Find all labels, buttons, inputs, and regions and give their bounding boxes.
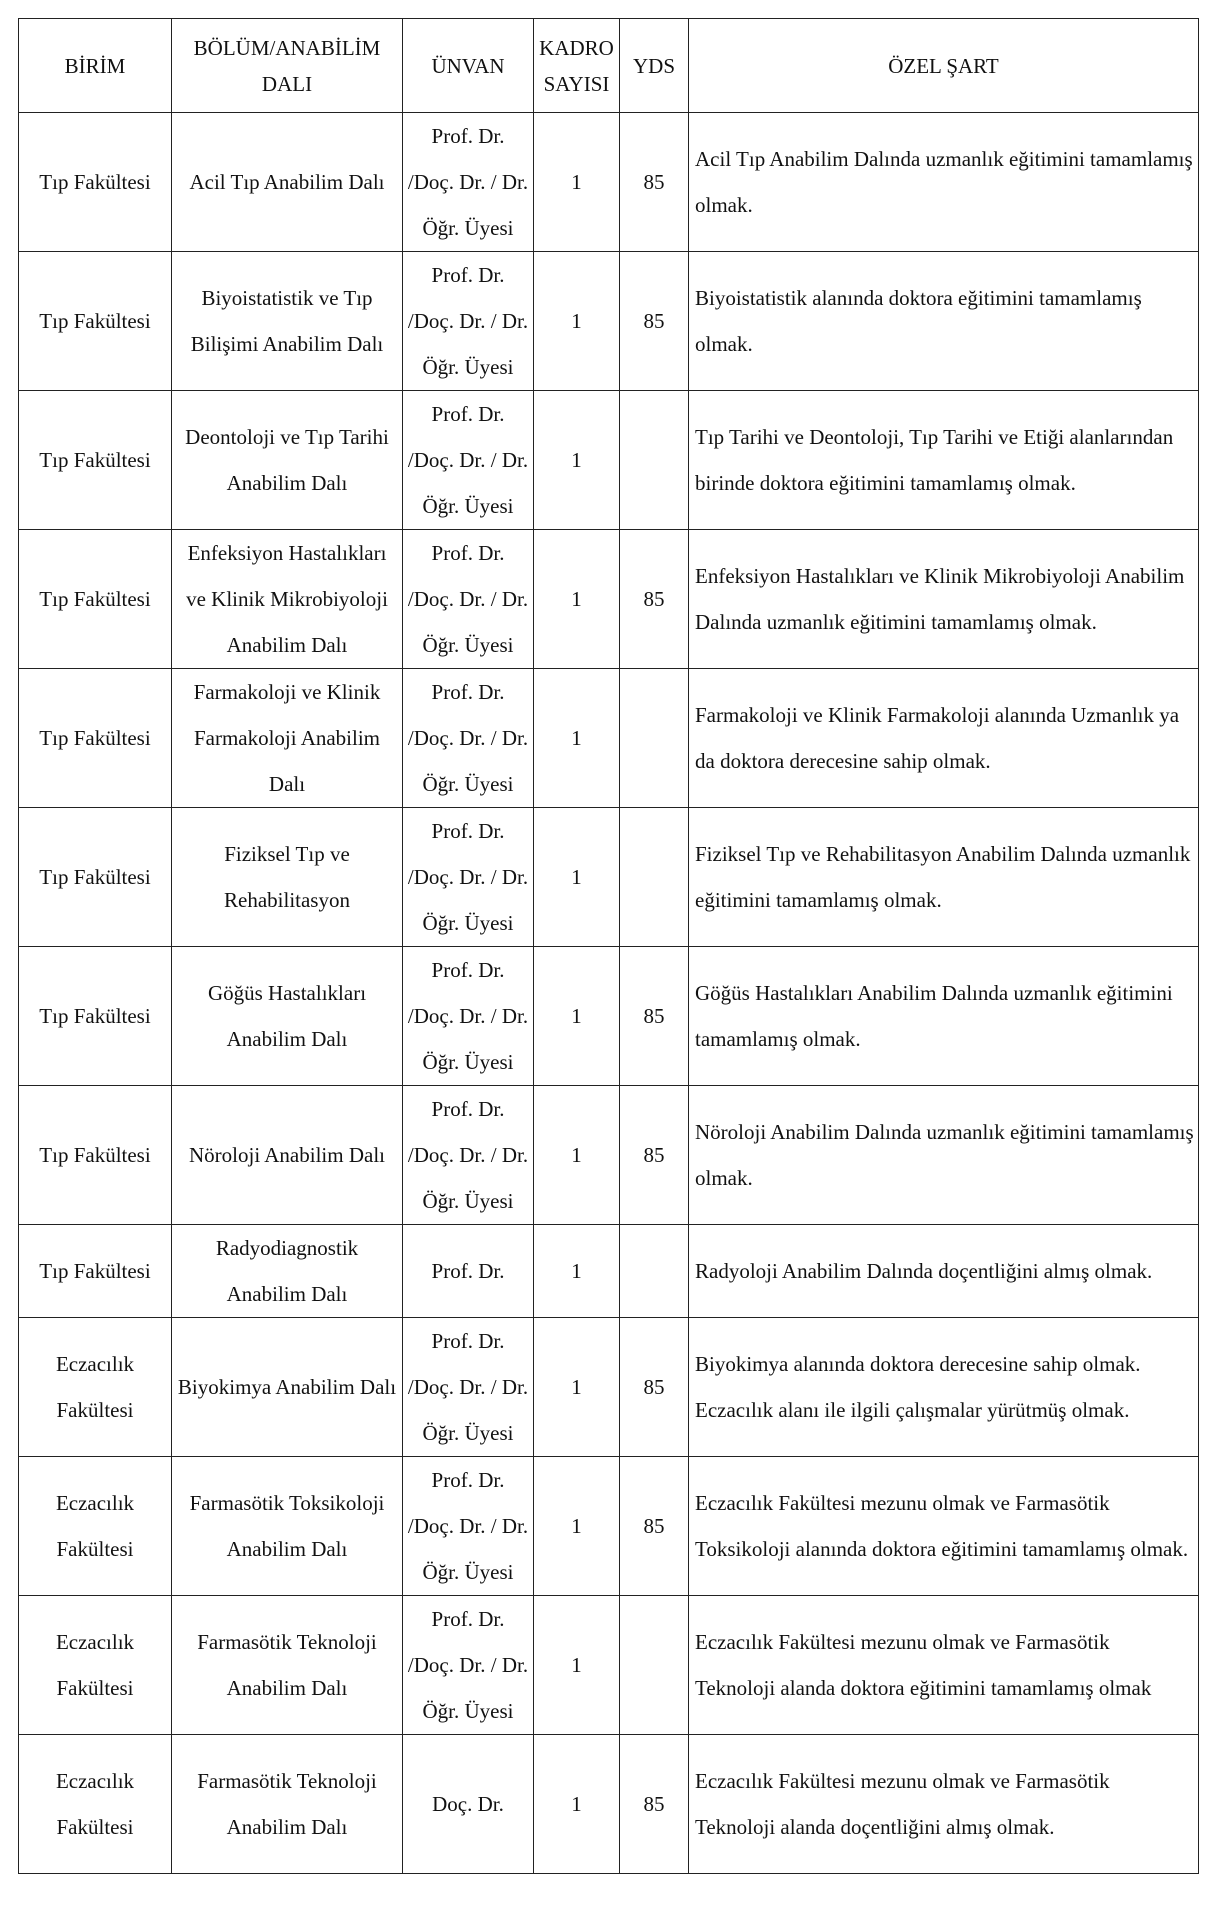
header-birim: BİRİM: [19, 19, 172, 113]
table-row: [19, 113, 1199, 252]
cell-kadro-sayisi: 1: [534, 947, 620, 1086]
cell-unvan: Prof. Dr. /Doç. Dr. / Dr. Öğr. Üyesi: [403, 1318, 534, 1457]
table-row: [19, 808, 1199, 947]
table-row: [19, 530, 1199, 669]
cell-ozel-sart: Biyokimya alanında doktora derecesine sahip olmak. Eczacılık alanı ile ilgili çalışmalar yürütmüş olmak.: [689, 1318, 1199, 1457]
cell-ozel-sart: Eczacılık Fakültesi mezunu olmak ve Farmasötik Teknoloji alanda doçentliğini almış olmak.: [689, 1735, 1199, 1874]
cell-kadro-sayisi: 1: [534, 1225, 620, 1318]
cell-unvan: Prof. Dr. /Doç. Dr. / Dr. Öğr. Üyesi: [403, 530, 534, 669]
cell-kadro-sayisi: 1: [534, 1457, 620, 1596]
cell-kadro-sayisi: 1: [534, 1735, 620, 1874]
cell-kadro-sayisi: 1: [534, 1086, 620, 1225]
table-row: [19, 1318, 1199, 1457]
cell-bolum: Acil Tıp Anabilim Dalı: [172, 113, 403, 252]
cell-ozel-sart: Biyoistatistik alanında doktora eğitimini tamamlamış olmak.: [689, 252, 1199, 391]
cell-ozel-sart: Acil Tıp Anabilim Dalında uzmanlık eğitimini tamamlamış olmak.: [689, 113, 1199, 252]
document-page: [18, 18, 1198, 1874]
header-kadro-sayisi: [534, 19, 620, 113]
table-row: [19, 1225, 1199, 1318]
cell-yds: [620, 669, 689, 808]
cell-kadro-sayisi: 1: [534, 1596, 620, 1735]
header-unvan: ÜNVAN: [403, 19, 534, 113]
cell-yds: [620, 1225, 689, 1318]
cell-birim: Tıp Fakültesi: [19, 252, 172, 391]
cell-birim: Eczacılık Fakültesi: [19, 1596, 172, 1735]
cell-unvan: Prof. Dr. /Doç. Dr. / Dr. Öğr. Üyesi: [403, 808, 534, 947]
cell-ozel-sart: Nöroloji Anabilim Dalında uzmanlık eğitimini tamamlamış olmak.: [689, 1086, 1199, 1225]
cell-yds: 85: [620, 1318, 689, 1457]
header-kadro-line-2: SAYISI: [543, 71, 610, 96]
cell-ozel-sart: Eczacılık Fakültesi mezunu olmak ve Farmasötik Teknoloji alanda doktora eğitimini tamamlamış olmak: [689, 1596, 1199, 1735]
cell-bolum: Enfeksiyon Hastalıkları ve Klinik Mikrobiyoloji Anabilim Dalı: [172, 530, 403, 669]
cell-unvan: Prof. Dr. /Doç. Dr. / Dr. Öğr. Üyesi: [403, 947, 534, 1086]
cell-bolum: Farmasötik Teknoloji Anabilim Dalı: [172, 1596, 403, 1735]
cell-bolum: Farmakoloji ve Klinik Farmakoloji Anabilim Dalı: [172, 669, 403, 808]
cell-birim: Tıp Fakültesi: [19, 113, 172, 252]
cell-bolum: Deontoloji ve Tıp Tarihi Anabilim Dalı: [172, 391, 403, 530]
cell-bolum: Nöroloji Anabilim Dalı: [172, 1086, 403, 1225]
header-yds: YDS: [620, 19, 689, 113]
cell-ozel-sart: Farmakoloji ve Klinik Farmakoloji alanında Uzmanlık ya da doktora derecesine sahip olmak.: [689, 669, 1199, 808]
cell-birim: Tıp Fakültesi: [19, 1086, 172, 1225]
cell-unvan: Prof. Dr. /Doç. Dr. / Dr. Öğr. Üyesi: [403, 1457, 534, 1596]
cell-kadro-sayisi: 1: [534, 113, 620, 252]
cell-birim: Tıp Fakültesi: [19, 947, 172, 1086]
cell-birim: Tıp Fakültesi: [19, 669, 172, 808]
table-body: [19, 113, 1199, 1874]
cell-unvan: Prof. Dr. /Doç. Dr. / Dr. Öğr. Üyesi: [403, 391, 534, 530]
cell-unvan: Prof. Dr. /Doç. Dr. / Dr. Öğr. Üyesi: [403, 1596, 534, 1735]
cell-birim: Tıp Fakültesi: [19, 391, 172, 530]
cell-bolum: Farmasötik Toksikoloji Anabilim Dalı: [172, 1457, 403, 1596]
cell-unvan: Prof. Dr. /Doç. Dr. / Dr. Öğr. Üyesi: [403, 113, 534, 252]
cell-unvan: Prof. Dr.: [403, 1225, 534, 1318]
cell-kadro-sayisi: 1: [534, 530, 620, 669]
cell-bolum: Göğüs Hastalıkları Anabilim Dalı: [172, 947, 403, 1086]
cell-ozel-sart: Enfeksiyon Hastalıkları ve Klinik Mikrobiyoloji Anabilim Dalında uzmanlık eğitimini tamamlamış olmak.: [689, 530, 1199, 669]
cell-unvan: Prof. Dr. /Doç. Dr. / Dr. Öğr. Üyesi: [403, 1086, 534, 1225]
cell-bolum: Biyokimya Anabilim Dalı: [172, 1318, 403, 1457]
cell-yds: 85: [620, 947, 689, 1086]
cell-kadro-sayisi: 1: [534, 808, 620, 947]
cell-bolum: Fiziksel Tıp ve Rehabilitasyon: [172, 808, 403, 947]
cell-birim: Tıp Fakültesi: [19, 530, 172, 669]
table-row: [19, 1735, 1199, 1874]
cell-bolum: Farmasötik Teknoloji Anabilim Dalı: [172, 1735, 403, 1874]
cell-kadro-sayisi: 1: [534, 252, 620, 391]
table-row: [19, 1596, 1199, 1735]
cell-birim: Tıp Fakültesi: [19, 808, 172, 947]
cell-ozel-sart: Eczacılık Fakültesi mezunu olmak ve Farmasötik Toksikoloji alanında doktora eğitimini tamamlamış olmak.: [689, 1457, 1199, 1596]
table-row: [19, 391, 1199, 530]
cell-kadro-sayisi: 1: [534, 669, 620, 808]
cell-birim: Eczacılık Fakültesi: [19, 1457, 172, 1596]
cell-bolum: Biyoistatistik ve Tıp Bilişimi Anabilim Dalı: [172, 252, 403, 391]
table-row: [19, 1457, 1199, 1596]
table-row: [19, 1086, 1199, 1225]
table-header-row: [19, 19, 1199, 113]
table-row: [19, 252, 1199, 391]
cell-ozel-sart: Tıp Tarihi ve Deontoloji, Tıp Tarihi ve Etiği alanlarından birinde doktora eğitimini tamamlamış olmak.: [689, 391, 1199, 530]
cell-unvan: Prof. Dr. /Doç. Dr. / Dr. Öğr. Üyesi: [403, 669, 534, 808]
table-row: [19, 669, 1199, 808]
cell-yds: 85: [620, 1457, 689, 1596]
table-row: [19, 947, 1199, 1086]
positions-table: [18, 18, 1199, 1874]
cell-ozel-sart: Radyoloji Anabilim Dalında doçentliğini almış olmak.: [689, 1225, 1199, 1318]
cell-unvan: Prof. Dr. /Doç. Dr. / Dr. Öğr. Üyesi: [403, 252, 534, 391]
cell-bolum: Radyodiagnostik Anabilim Dalı: [172, 1225, 403, 1318]
cell-yds: 85: [620, 530, 689, 669]
cell-yds: [620, 1596, 689, 1735]
cell-birim: Tıp Fakültesi: [19, 1225, 172, 1318]
cell-yds: [620, 391, 689, 530]
cell-kadro-sayisi: 1: [534, 1318, 620, 1457]
cell-yds: 85: [620, 252, 689, 391]
cell-yds: 85: [620, 113, 689, 252]
cell-unvan: Doç. Dr.: [403, 1735, 534, 1874]
cell-yds: [620, 808, 689, 947]
header-bolum: BÖLÜM/ANABİLİM DALI: [172, 19, 403, 113]
cell-ozel-sart: Göğüs Hastalıkları Anabilim Dalında uzmanlık eğitimini tamamlamış olmak.: [689, 947, 1199, 1086]
cell-ozel-sart: Fiziksel Tıp ve Rehabilitasyon Anabilim Dalında uzmanlık eğitimini tamamlamış olmak.: [689, 808, 1199, 947]
cell-yds: 85: [620, 1086, 689, 1225]
cell-kadro-sayisi: 1: [534, 391, 620, 530]
cell-yds: 85: [620, 1735, 689, 1874]
cell-birim: Eczacılık Fakültesi: [19, 1318, 172, 1457]
header-ozel-sart: ÖZEL ŞART: [689, 19, 1199, 113]
cell-birim: Eczacılık Fakültesi: [19, 1735, 172, 1874]
header-kadro-line-1: KADRO: [539, 35, 614, 60]
